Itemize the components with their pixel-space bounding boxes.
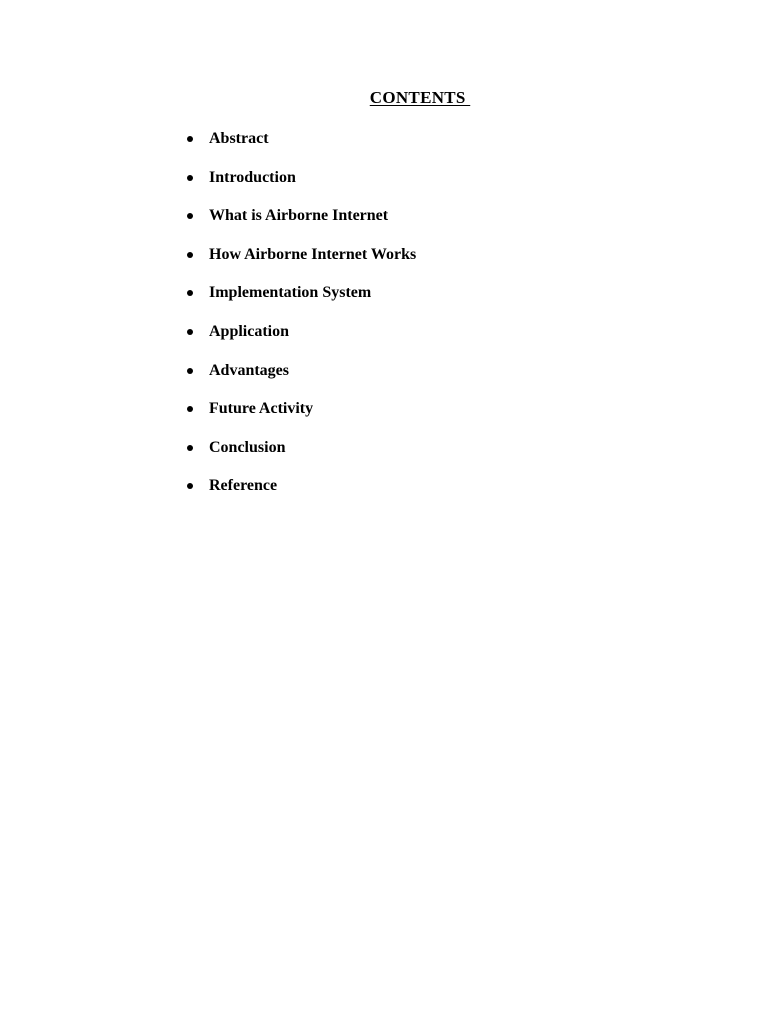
bullet-icon [187,483,193,489]
bullet-icon [187,136,193,142]
list-item [185,204,416,243]
list-item [185,166,416,205]
list-item [185,243,416,282]
list-item [185,474,416,513]
bullet-icon [187,252,193,258]
list-item-label: Abstract [209,130,269,147]
bullet-icon [187,175,193,181]
list-item [185,359,416,398]
bullet-icon [187,329,193,335]
bullet-icon [187,213,193,219]
contents-list [185,127,416,513]
list-item [185,320,416,359]
list-item-label: Advantages [209,361,290,379]
list-item [185,281,416,320]
list-item-label: Introduction [209,168,296,186]
contents-heading: CONTENTS [369,88,471,107]
list-item [185,397,416,436]
bullet-icon [187,290,193,296]
list-item-label: How Airborne Internet Works [209,245,417,263]
list-item-label: Reference [209,477,278,495]
bullet-icon [187,445,193,451]
list-item-label: Implementation System [209,284,372,302]
list-item-label: Conclusion [209,438,286,456]
list-item [185,127,416,166]
bullet-icon [187,368,193,374]
bullet-icon [187,406,193,412]
list-item-label: Application [209,322,290,340]
list-item-label: What is Airborne Internet [209,207,389,225]
list-item [185,436,416,475]
list-item-label: Future Activity [209,400,314,418]
